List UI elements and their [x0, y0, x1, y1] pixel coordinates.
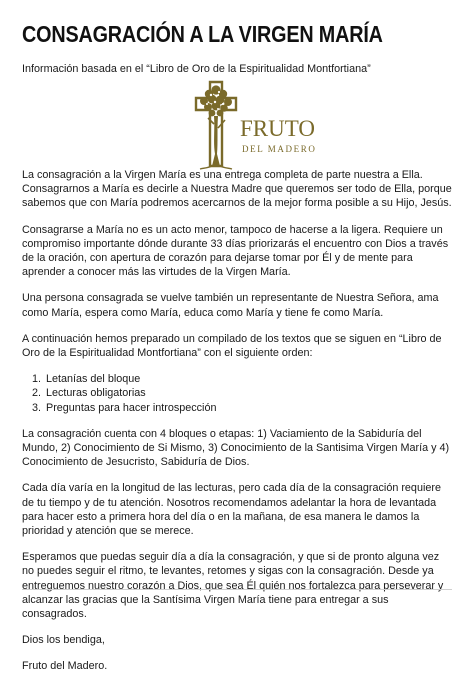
list-item: 2. Lecturas obligatorias	[44, 386, 452, 400]
list-item: 3. Preguntas para hacer introspección	[44, 401, 452, 415]
fruto-del-madero-logo	[182, 80, 342, 170]
paragraph-commitment: Consagrarse a María no es un acto menor, tampoco de hacerse a la ligera. Requiere un compromiso importante dónde durante 33 días priorizarás el encuentro con Dios a través de la oración, con apertura de corazón para dejarse tomar por Él y de mente para aprender a conocer más las virtudes de la Virgen María.	[22, 223, 449, 279]
list-item: 1. Letanías del bloque	[44, 372, 452, 386]
order-list	[22, 372, 452, 415]
page-title: CONSAGRACIÓN A LA VIRGEN MARÍA	[22, 21, 383, 47]
paragraph-hope: Esperamos que puedas seguir día a día la consagración, y que si de pronto alguna vez no puedes seguir el ritmo, te levantes, retomes y sigas con la consagración. Desde ya entreguemos nuestro corazón a Dios, que sea Él quién nos fortalezca para perseverar y alcanzar las gracias que la Santísima Virgen María tiene para entregar a sus consagrados.	[22, 551, 444, 621]
paragraph-consecrated-person: Una persona consagrada se vuelve también un representante de Nuestra Señora, ama como María, espera como María, educa como María y tiene fe como María.	[22, 292, 439, 319]
cross-tree-icon	[182, 80, 342, 170]
logo-text-sub: DEL MADERO	[242, 144, 317, 154]
paragraph-blessing: Dios los bendiga,	[22, 634, 105, 647]
paragraph-stages: La consagración cuenta con 4 bloques o etapas: 1) Vaciamiento de la Sabiduría del Mundo, 2) Conocimiento de Si Mismo, 3) Conocimiento de la Santisima Virgen María y 4) Conocimiento de Jesucristo, Sabiduría de Dios.	[22, 427, 450, 469]
paragraph-intro: La consagración a la Virgen María es una entrega completa de parte nuestra a Ella. Consagrarnos a María es decirle a Nuestra Madre que queremos ser todo de Ella, porque sabemos que con María podremos acercarnos de la mejor forma posible a su Hijo, Jesús.	[22, 169, 452, 210]
paragraph-signature: Fruto del Madero.	[22, 660, 108, 673]
page-subtitle: Información basada en el “Libro de Oro de la Espiritualidad Montfortiana”	[22, 63, 371, 75]
document-body	[22, 168, 452, 686]
divider	[22, 589, 452, 590]
logo-text-main: FRUTO	[240, 116, 315, 141]
paragraph-daily: Cada día varía en la longitud de las lecturas, pero cada día de la consagración requiere de tu tiempo y de tu atención. Nosotros recomendamos adelantar la hora de levantada para hacer esto a primera hora del día o en la mañana, de esa manera le damos la prioridad y atención que se merece.	[22, 482, 441, 538]
paragraph-compilation: A continuación hemos preparado un compilado de los textos que se siguen en “Libro de Oro de la Espiritualidad Montfortiana” con el siguiente orden:	[22, 332, 442, 360]
